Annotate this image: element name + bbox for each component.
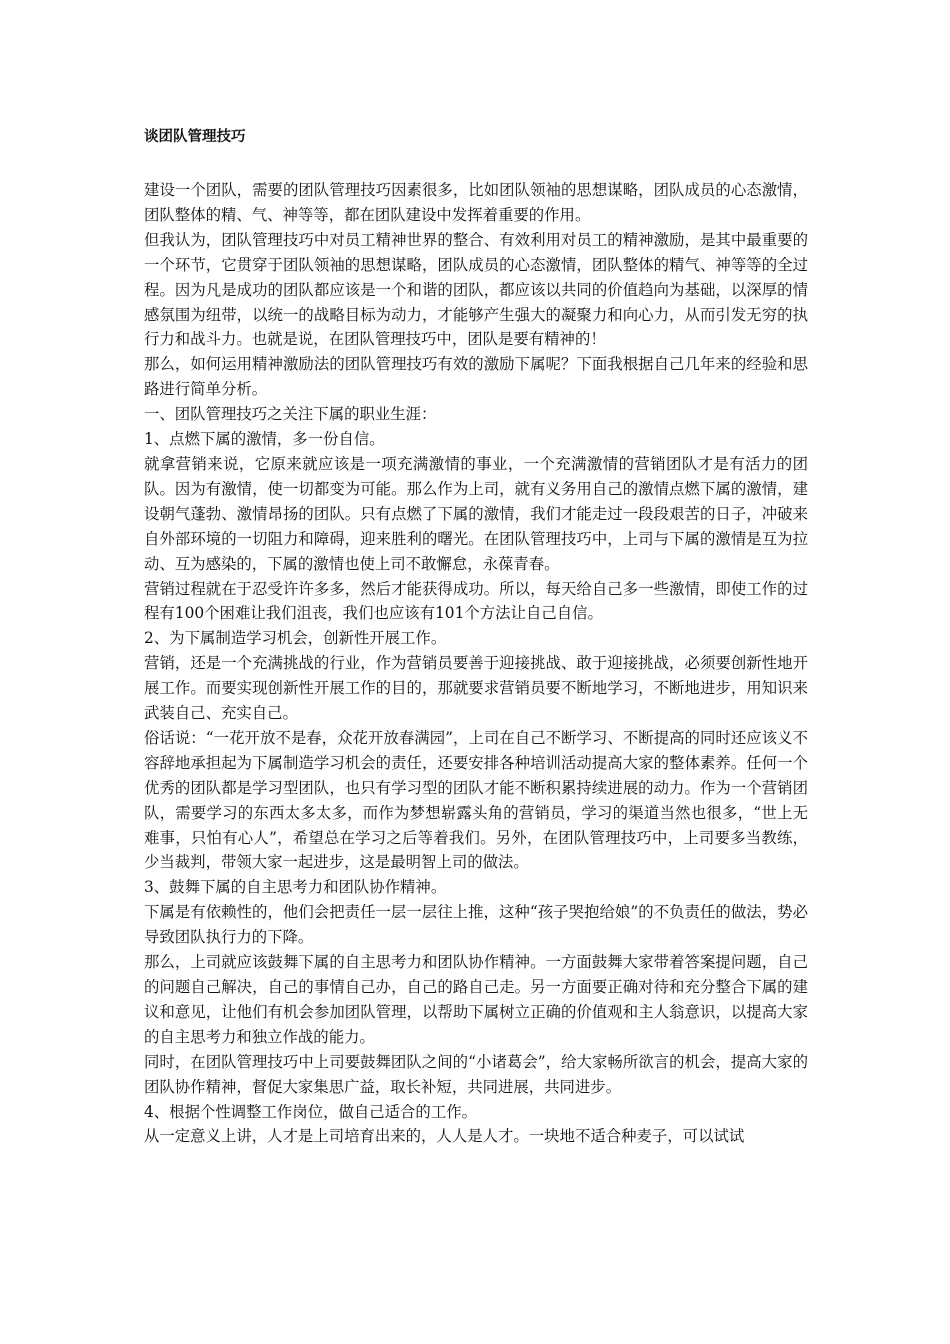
paragraph: 那么，上司就应该鼓舞下属的自主思考力和团队协作精神。一方面鼓舞大家带着答案提问题，自己的问题自己解决，自己的事情自己办，自己的路自己走。另一方面要正确对待和充分整合下属的建议和意见，让他们有机会参加团队管理，以帮助下属树立正确的价值观和主人翁意识，以提高大家的自主思考力和独立作战的能力。 (144, 953, 808, 1046)
paragraph: 但我认为，团队管理技巧中对员工精神世界的整合、有效利用对员工的精神激励，是其中最重要的一个环节，它贯穿于团队领袖的思想谋略，团队成员的心态激情，团队整体的精气、神等等的全过程。因为凡是成功的团队都应该是一个和谐的团队，都应该以共同的价值趋向为基础，以深厚的情感氛围为纽带，以统一的战略目标为动力，才能够产生强大的凝聚力和向心力，从而引发无穷的执行力和战斗力。也就是说，在团队管理技巧中，团队是要有精神的！ (144, 230, 808, 349)
paragraph: 下属是有依赖性的，他们会把责任一层一层往上推，这种“孩子哭抱给娘”的不负责任的做法，势必导致团队执行力的下降。 (144, 903, 808, 947)
paragraph: 营销，还是一个充满挑战的行业，作为营销员要善于迎接挑战、敢于迎接挑战，必须要创新性地开展工作。而要实现创新性开展工作的目的，那就要求营销员要不断地学习，不断地进步，用知识来武装自己、充实自己。 (144, 654, 808, 723)
paragraph: 从一定意义上讲，人才是上司培育出来的，人人是人才。一块地不适合种麦子，可以试试 (144, 1127, 745, 1146)
subsection-heading: 2、为下属制造学习机会，创新性开展工作。 (144, 629, 447, 648)
subsection-heading: 3、鼓舞下属的自主思考力和团队协作精神。 (144, 878, 447, 897)
paragraph: 建设一个团队，需要的团队管理技巧因素很多，比如团队领袖的思想谋略，团队成员的心态激情，团队整体的精、气、神等等，都在团队建设中发挥着重要的作用。 (144, 181, 808, 224)
paragraph: 同时，在团队管理技巧中上司要鼓舞团队之间的“小诸葛会”，给大家畅所欲言的机会，提高大家的团队协作精神，督促大家集思广益，取长补短，共同进展，共同进步。 (144, 1052, 808, 1096)
subsection-heading: 1、点燃下属的激情，多一份自信。 (144, 430, 385, 449)
document-body (144, 178, 808, 1149)
paragraph: 那么，如何运用精神激励法的团队管理技巧有效的激励下属呢？下面我根据自己几年来的经验和思路进行简单分析。 (144, 355, 808, 399)
section-heading: 一、团队管理技巧之关注下属的职业生涯： (144, 405, 437, 424)
paragraph: 就拿营销来说，它原来就应该是一项充满激情的事业，一个充满激情的营销团队才是有活力的团队。因为有激情，使一切都变为可能。那么作为上司，就有义务用自己的激情点燃下属的激情，建设朝气蓬勃、激情昂扬的团队。只有点燃了下属的激情，我们才能走过一段段艰苦的日子，冲破来自外部环境的一切阻力和障碍，迎来胜利的曙光。在团队管理技巧中，上司与下属的激情是互为拉动、互为感染的，下属的激情也使上司不敢懈怠，永葆青春。 (144, 454, 808, 573)
subsection-heading: 4、根据个性调整工作岗位，做自己适合的工作。 (144, 1102, 477, 1121)
document-title: 谈团队管理技巧 (144, 129, 246, 145)
paragraph: 俗话说：“一花开放不是春，众花开放春满园”，上司在自己不断学习、不断提高的同时还应该义不容辞地承担起为下属制造学习机会的责任，还要安排各种培训活动提高大家的整体素养。任何一个优秀的团队都是学习型团队，也只有学习型的团队才能不断积累持续进展的动力。作为一个营销团队，需要学习的东西太多太多，而作为梦想崭露头角的营销员，学习的渠道当然也很多，“世上无难事，只怕有心人”，希望总在学习之后等着我们。另外，在团队管理技巧中，上司要多当教练，少当裁判，带领大家一起进步，这是最明智上司的做法。 (144, 728, 808, 872)
document-page (144, 126, 808, 1149)
paragraph: 营销过程就在于忍受许许多多，然后才能获得成功。所以，每天给自己多一些激情，即使工作的过程有100个困难让我们沮丧，我们也应该有101个方法让自己自信。 (144, 579, 808, 623)
